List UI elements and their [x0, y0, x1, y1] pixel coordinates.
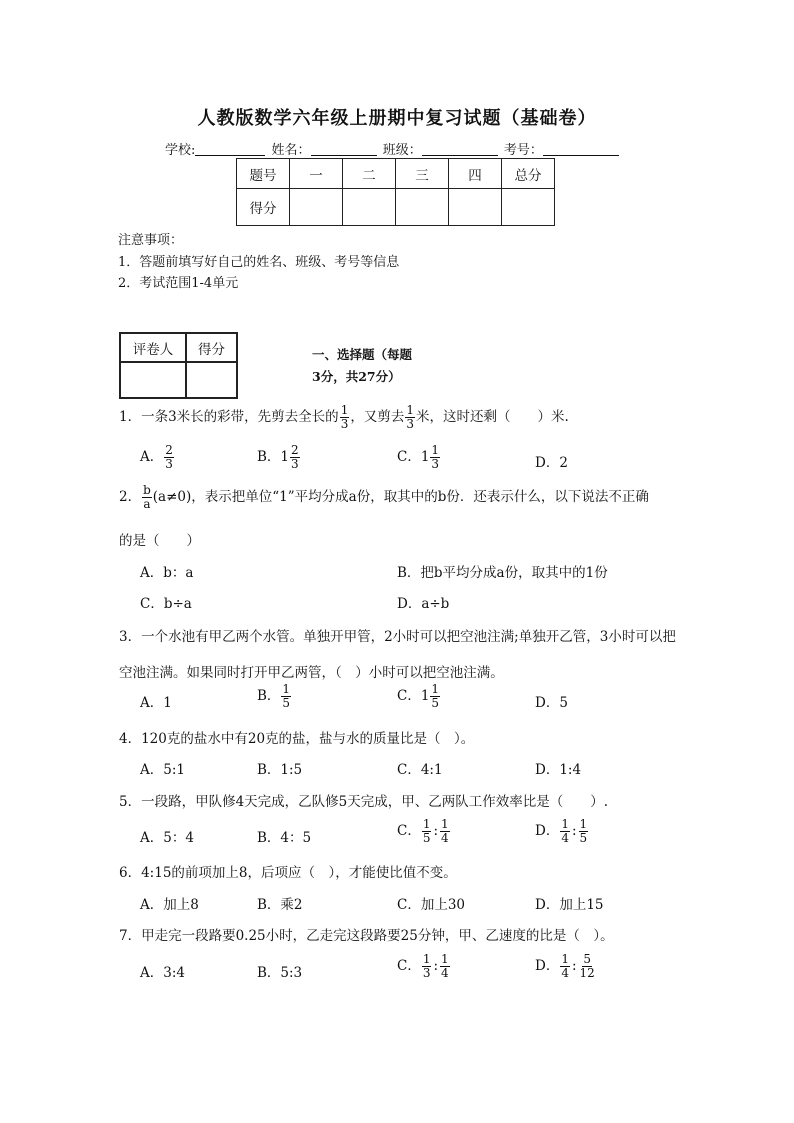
score-header-cell: 总分 [502, 159, 555, 189]
fraction [422, 818, 432, 845]
denominator: 4 [441, 831, 449, 845]
option-d[interactable]: D．5 [535, 695, 568, 711]
numerator: 1 [441, 817, 449, 831]
page-title: 人教版数学六年级上册期中复习试题（基础卷） [197, 108, 597, 129]
option-d[interactable]: D．加上15 [535, 897, 604, 913]
fraction [430, 683, 440, 710]
exam-no-label: 考号： [503, 143, 543, 158]
numerator: 1 [579, 817, 588, 831]
option-label: C．1 [397, 449, 430, 465]
question-2-line-2: 的是（ ） [119, 533, 200, 549]
question-3: 3．一个水池有甲乙两个水管。单独开甲管，2小时可以把空池注满;单独开乙管，3小时可以把空池注满。如果同时打开甲乙两管，（ ）小时可以把空池注满。 [119, 629, 676, 681]
notes-item: 2．考试范围1-4单元 [118, 276, 239, 291]
numerator: 1 [561, 817, 569, 831]
score-cell[interactable] [449, 189, 502, 226]
denominator: 4 [561, 966, 569, 980]
denominator: 4 [561, 831, 569, 845]
name-label: 姓名： [271, 143, 311, 158]
option-c[interactable] [397, 444, 441, 471]
grader-header: 评卷人 [120, 333, 186, 362]
numerator: 1 [561, 952, 569, 966]
notes-item: 1．答题前填写好自己的姓名、班级、考号等信息 [118, 254, 400, 270]
ratio-colon: : [571, 958, 577, 974]
option-label: A． [140, 449, 164, 465]
option-b[interactable]: B．1:5 [257, 762, 303, 778]
denominator: 4 [441, 966, 449, 980]
fraction [440, 953, 450, 980]
grader-table [119, 332, 238, 399]
notes-heading: 注意事项： [118, 233, 184, 248]
option-label: C．1 [397, 688, 430, 704]
fraction [405, 404, 415, 431]
option-d[interactable] [535, 818, 589, 845]
question-1 [119, 404, 569, 431]
question-4: 4．120克的盐水中有20克的盐，盐与水的质量比是（ ）。 [119, 731, 475, 747]
option-c[interactable]: C．加上30 [397, 897, 466, 913]
fraction [142, 484, 152, 511]
fraction [430, 444, 440, 471]
option-b[interactable]: B．乘2 [257, 897, 303, 913]
fraction [422, 953, 432, 980]
numerator: 1 [422, 817, 431, 831]
option-a[interactable]: A．1 [140, 695, 172, 711]
denominator: 3 [422, 966, 431, 980]
ratio-colon: : [571, 823, 577, 839]
numerator: 2 [165, 443, 173, 457]
name-blank[interactable] [311, 141, 377, 156]
option-a[interactable]: A．5：4 [140, 830, 194, 846]
denominator: 5 [422, 831, 431, 845]
class-label: 班级： [382, 143, 422, 158]
option-a[interactable] [140, 444, 175, 471]
denominator: 3 [291, 457, 299, 471]
option-a[interactable]: A．5:1 [140, 762, 185, 778]
grader-cell[interactable] [120, 362, 186, 398]
exam-no-blank[interactable] [543, 141, 619, 156]
section-heading-line: 一、选择题（每题 [312, 347, 413, 362]
denominator: 3 [165, 457, 173, 471]
fraction [290, 444, 300, 471]
grader-score-header: 得分 [186, 333, 237, 362]
option-label: B．1 [257, 449, 290, 465]
fraction [340, 404, 350, 431]
school-label: 学校: [165, 143, 196, 158]
numerator: 1 [431, 443, 440, 457]
score-cell[interactable] [343, 189, 396, 226]
question-2 [119, 484, 649, 511]
section-heading-line: 3分，共27分） [312, 369, 401, 384]
question-text: ，又剪去 [350, 409, 405, 425]
option-label: D． [535, 823, 560, 839]
score-cell[interactable] [396, 189, 449, 226]
option-label: B． [257, 688, 281, 704]
option-label: C． [397, 823, 421, 839]
option-d[interactable] [535, 953, 597, 980]
score-row-label: 得分 [237, 189, 290, 226]
option-c[interactable] [397, 953, 451, 980]
fraction [579, 953, 596, 980]
option-b[interactable]: B．5:3 [257, 965, 303, 981]
option-c[interactable] [397, 683, 441, 710]
option-d[interactable]: D．1:4 [535, 762, 582, 778]
numerator: 5 [583, 952, 591, 966]
option-c[interactable] [397, 818, 451, 845]
ratio-colon: : [433, 823, 439, 839]
question-5: 5．一段路，甲队修4天完成，乙队修5天完成，甲、乙两队工作效率比是（ ）. [119, 794, 609, 810]
question-text: 1．一条3米长的彩带，先剪去全长的 [119, 409, 339, 425]
fraction [579, 818, 589, 845]
question-6: 6．4:15的前项加上8，后项应（ ），才能使比值不变。 [119, 865, 457, 881]
numerator: 1 [406, 403, 414, 417]
school-blank[interactable] [195, 141, 265, 156]
question-7: 7．甲走完一段路要0.25小时，乙走完这段路要25分钟，甲、乙速度的比是（ ）。 [119, 928, 614, 944]
score-header-cell: 题号 [237, 159, 290, 189]
class-blank[interactable] [422, 141, 498, 156]
numerator: 1 [340, 403, 349, 417]
fraction [281, 683, 291, 710]
denominator: 3 [406, 417, 414, 431]
option-label: D． [535, 958, 560, 974]
score-table [236, 158, 555, 226]
fraction [164, 444, 174, 471]
numerator: 1 [431, 682, 440, 696]
score-header-cell: 一 [290, 159, 343, 189]
option-b[interactable]: B．把b平均分成a份，取其中的1份 [397, 565, 608, 581]
question-text: 2． [119, 489, 142, 505]
fraction [560, 953, 570, 980]
numerator: b [143, 483, 151, 497]
denominator: a [143, 497, 151, 511]
student-info-line [165, 139, 621, 158]
option-b[interactable] [257, 444, 301, 471]
score-table-header-row [237, 159, 555, 189]
denominator: 5 [431, 696, 440, 710]
grader-score-cell[interactable] [186, 362, 237, 398]
option-d[interactable]: D．a÷b [397, 596, 450, 612]
notes-block [118, 230, 399, 295]
ratio-colon: : [433, 958, 439, 974]
option-a[interactable]: A．加上8 [140, 897, 199, 913]
fraction [560, 818, 570, 845]
option-c[interactable]: C．4:1 [397, 762, 443, 778]
numerator: 1 [282, 682, 291, 696]
denominator: 3 [340, 417, 349, 431]
option-b[interactable] [257, 683, 292, 710]
score-header-cell: 四 [449, 159, 502, 189]
score-cell[interactable] [502, 189, 555, 226]
question-text: 米，这时还剩（ ）米. [415, 409, 569, 425]
numerator: 1 [422, 952, 431, 966]
denominator: 12 [579, 966, 595, 980]
score-header-cell: 三 [396, 159, 449, 189]
score-cell[interactable] [290, 189, 343, 226]
option-a[interactable]: A．3:4 [140, 965, 185, 981]
option-a[interactable]: A．b：a [140, 565, 194, 581]
option-label: C． [397, 958, 421, 974]
denominator: 5 [579, 831, 588, 845]
option-d[interactable]: D．2 [535, 455, 568, 471]
score-header-cell: 二 [343, 159, 396, 189]
numerator: 2 [291, 443, 299, 457]
fraction [440, 818, 450, 845]
score-table-score-row [237, 189, 555, 226]
denominator: 3 [431, 457, 440, 471]
denominator: 5 [282, 696, 291, 710]
option-b[interactable]: B．4：5 [257, 830, 312, 846]
numerator: 1 [441, 952, 449, 966]
option-c[interactable]: C．b÷a [140, 596, 192, 612]
question-text: (a≠0)，表示把单位“1”平均分成a份，取其中的b份．还表示什么，以下说法不正确 [152, 489, 649, 505]
section-heading [312, 344, 422, 388]
